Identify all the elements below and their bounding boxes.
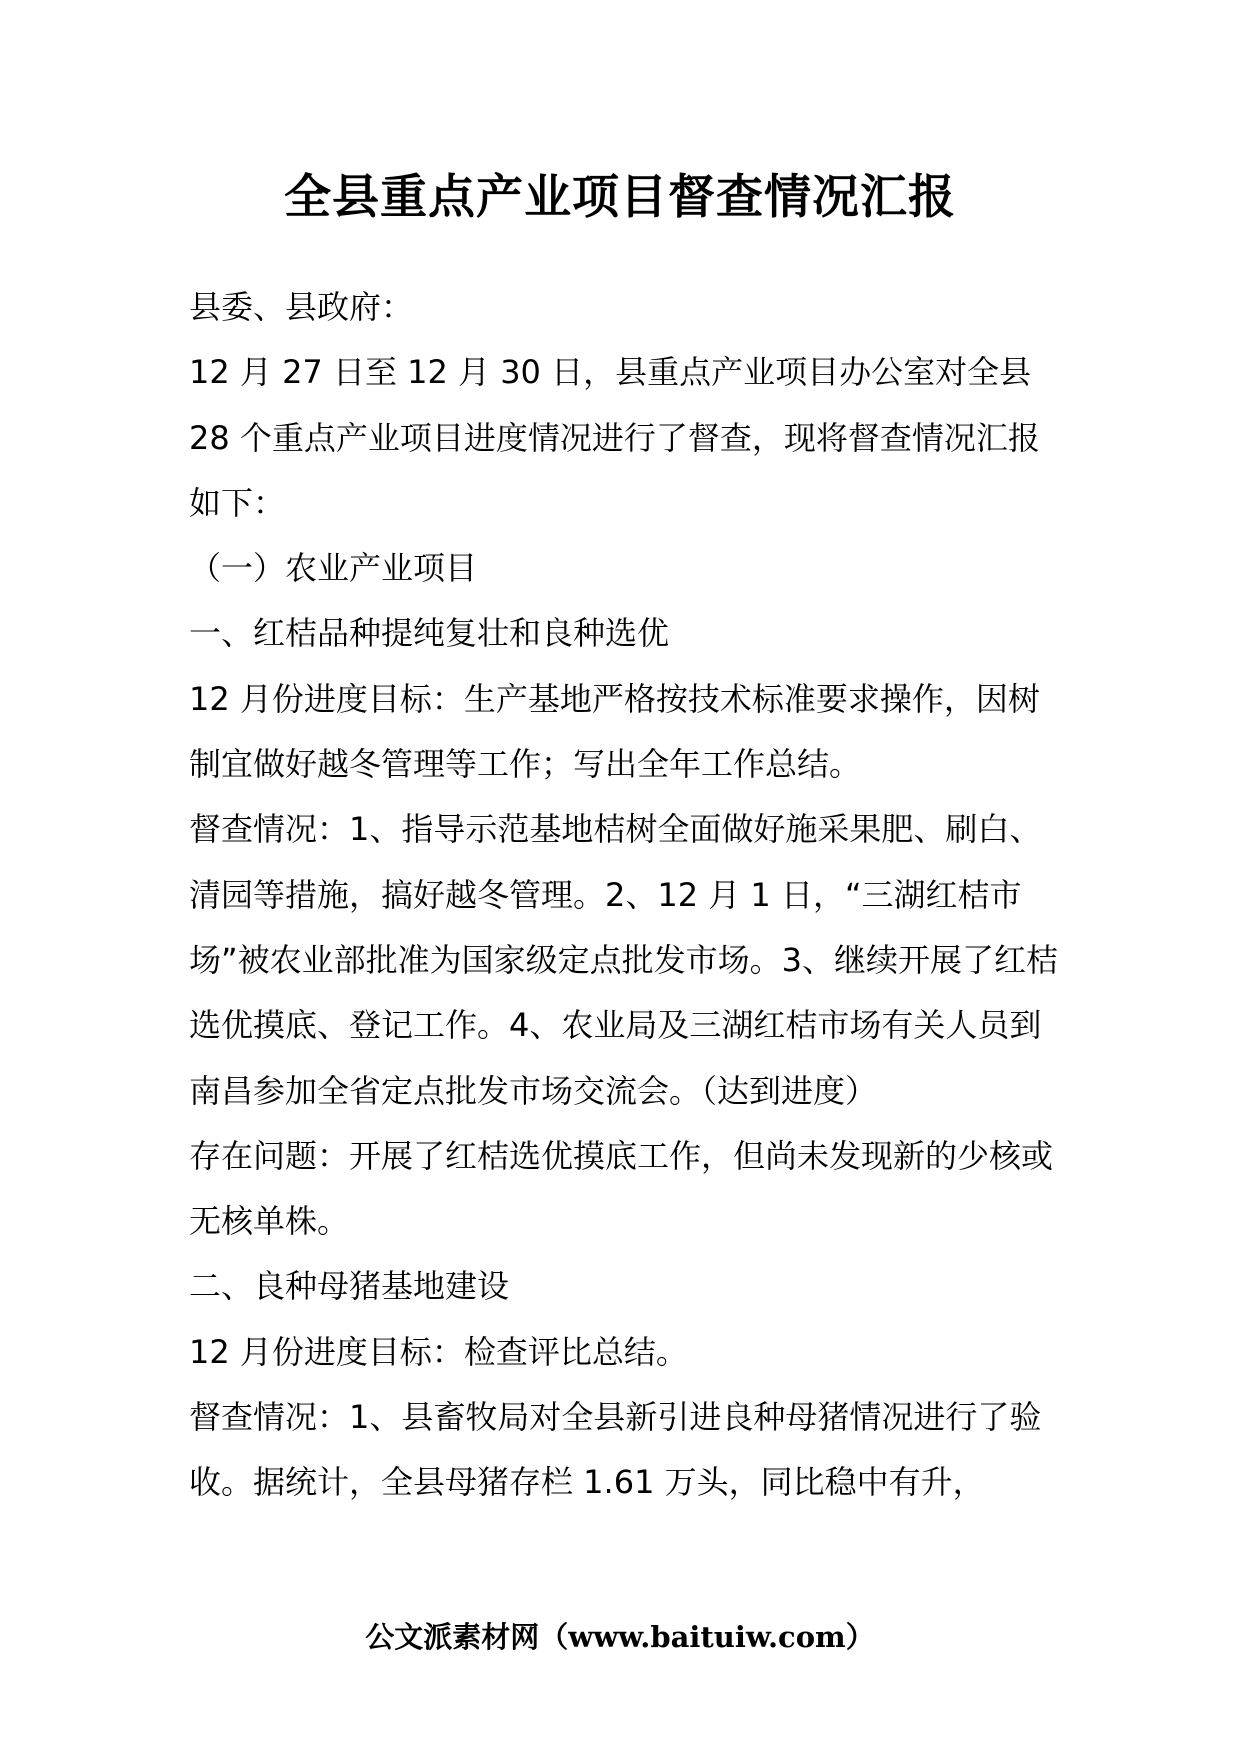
footer-watermark: 公文派素材网（www.baituiw.com） (365, 1620, 875, 1654)
item-1-inspection: 督查情况：1、指导示范基地桔树全面做好施采果肥、刷白、清园等措施，搞好越冬管理。2、12 月 1 日，“三湖红桔市场”被农业部批准为国家级定点批发市场。3、继续开展了红桔选优摸底、登记工作。4、农业局及三湖红桔市场有关人员到南昌参加全省定点批发市场交流会。（达到进度） (189, 810, 1058, 1110)
item-1-target: 12 月份进度目标：生产基地严格按技术标准要求操作，因树制宜做好越冬管理等工作；写出全年工作总结。 (189, 679, 1040, 784)
item-2-target: 12 月份进度目标：检查评比总结。 (189, 1332, 688, 1371)
item-heading-2: 二、良种母猪基地建设 (189, 1267, 510, 1306)
document-title: 全县重点产业项目督查情况汇报 (284, 170, 956, 225)
intro-paragraph: 12 月 27 日至 12 月 30 日，县重点产业项目办公室对全县 28 个重点产业项目进度情况进行了督查，现将督查情况汇报如下： (189, 353, 1040, 522)
document-body (189, 275, 1069, 1516)
item-2-inspection: 督查情况：1、县畜牧局对全县新引进良种母猪情况进行了验收。据统计，全县母猪存栏 1.61 万头，同比稳中有升， (189, 1398, 1042, 1502)
item-1-problems: 存在问题：开展了红桔选优摸底工作，但尚未发现新的少核或无核单株。 (189, 1136, 1054, 1241)
section-heading-agriculture: （一）农业产业项目 (189, 549, 478, 588)
salutation: 县委、县政府： (189, 288, 414, 326)
item-heading-1: 一、红桔品种提纯复壮和良种选优 (189, 614, 670, 653)
